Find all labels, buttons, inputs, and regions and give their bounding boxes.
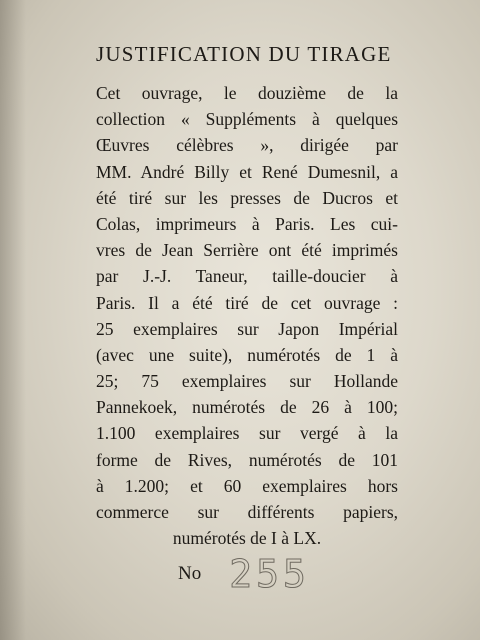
text-line: à 1.200; et 60 exemplaires hors — [96, 475, 398, 496]
text-line: (avec une suite), numérotés de 1 à — [96, 344, 398, 365]
text-line: 25 exemplaires sur Japon Impérial — [96, 318, 398, 339]
page-title: JUSTIFICATION DU TIRAGE — [96, 42, 392, 66]
text-line: 1.100 exemplaires sur vergé à la — [96, 423, 398, 444]
text-line: collection « Suppléments à quelques — [96, 109, 398, 130]
justification-text — [96, 80, 398, 551]
text-line: Œuvres célèbres », dirigée par — [96, 135, 398, 156]
text-line: été tiré sur les presses de Ducros et — [96, 187, 398, 208]
page-shadow — [0, 0, 26, 640]
text-line: Cet ouvrage, le douzième de la — [96, 83, 398, 103]
copy-number — [178, 552, 310, 596]
text-line: forme de Rives, numérotés de 101 — [96, 449, 398, 470]
stamped-number: 255 — [229, 552, 310, 596]
number-label: No — [178, 563, 202, 584]
text-line: vres de Jean Serrière ont été imprimés — [96, 240, 398, 261]
text-line-last: numérotés de I à LX. — [172, 528, 322, 549]
text-line: 25; 75 exemplaires sur Hollande — [96, 371, 398, 392]
text-line: Paris. Il a été tiré de cet ouvrage : — [96, 292, 398, 313]
text-line: MM. André Billy et René Dumesnil, a — [96, 161, 398, 182]
text-line: commerce sur différents papiers, — [96, 502, 398, 522]
text-line: Pannekoek, numérotés de 26 à 100; — [96, 397, 398, 418]
text-line: Colas, imprimeurs à Paris. Les cui- — [96, 213, 398, 234]
text-line: par J.-J. Taneur, taille-doucier à — [96, 266, 398, 287]
